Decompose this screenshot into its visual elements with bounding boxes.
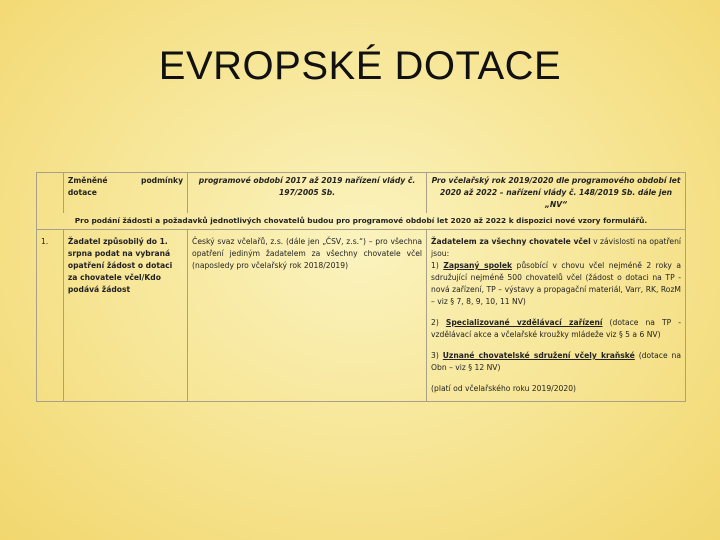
header-new-period: Pro včelařský rok 2019/2020 dle programového období let 2020 až 2022 – nařízení vlády č. 148/2019 Sb. dále jen „NV“ — [427, 173, 686, 214]
new-rule-cell — [427, 230, 686, 402]
item3-prefix: 3) — [431, 351, 443, 360]
item2-text: (dotace na TP - vzdělávací akce a včelařské kroužky mládeže viz § 5 a 6 NV) — [431, 318, 681, 339]
item3-text: (dotace na Obn – viz § 12 NV) — [431, 351, 681, 372]
condition-text: Žadatel způsobilý do 1. srpna podat na vybraná opatření žádost o dotaci za chovatele včel/Kdo podává žádost — [63, 230, 187, 402]
header-condition: Změněné podmínky dotace — [63, 173, 187, 214]
notice-row — [37, 213, 686, 230]
table-row — [37, 230, 686, 402]
item1-text: působící v chovu včel nejméně 2 roky a sdružující nejméně 500 chovatelů včel (žádost o dotaci na TP - nová zařízení, TP – výstavy a propagační materiál, Varr, RK, RozM – viz § 7, 8, 9, 10, 11 NV) — [431, 261, 681, 306]
header-old-period: programové období 2017 až 2019 nařízení vlády č. 197/2005 Sb. — [188, 173, 427, 214]
item3-title: Uznané chovatelské sdružení včely kraňské — [442, 351, 635, 360]
item3-paragraph — [431, 350, 681, 374]
row-number: 1. — [37, 230, 64, 402]
validity-note: (platí od včelařského roku 2019/2020) — [431, 384, 576, 393]
item1-prefix: 1) — [431, 261, 444, 270]
table-header-row — [37, 173, 686, 214]
old-rule-text: Český svaz včelařů, z.s. (dále jen „ČSV, z.s.“) – pro všechna opatření jediným žadatelem za všechny chovatele včel (naposledy pro včelařský rok 2018/2019) — [188, 230, 427, 402]
item2-paragraph — [431, 317, 681, 341]
item1-title: Zapsaný spolek — [443, 261, 513, 270]
applicant-rest: v závislosti na opatření jsou: — [431, 237, 682, 258]
conditions-table — [36, 172, 686, 402]
header-number-cell — [37, 173, 64, 214]
new-rule-intro — [431, 236, 681, 308]
item2-title: Specializované vzdělávací zařízení — [445, 318, 603, 327]
applicant-label: Žadatelem za všechny chovatele včel — [431, 237, 591, 246]
forms-notice: Pro podání žádosti a požadavků jednotlivých chovatelů budou pro programové období let 2020 až 2022 k dispozici nové vzory formulářů. — [37, 213, 686, 230]
page-title: EVROPSKÉ DOTACE — [158, 44, 562, 88]
item2-prefix: 2) — [431, 318, 446, 327]
